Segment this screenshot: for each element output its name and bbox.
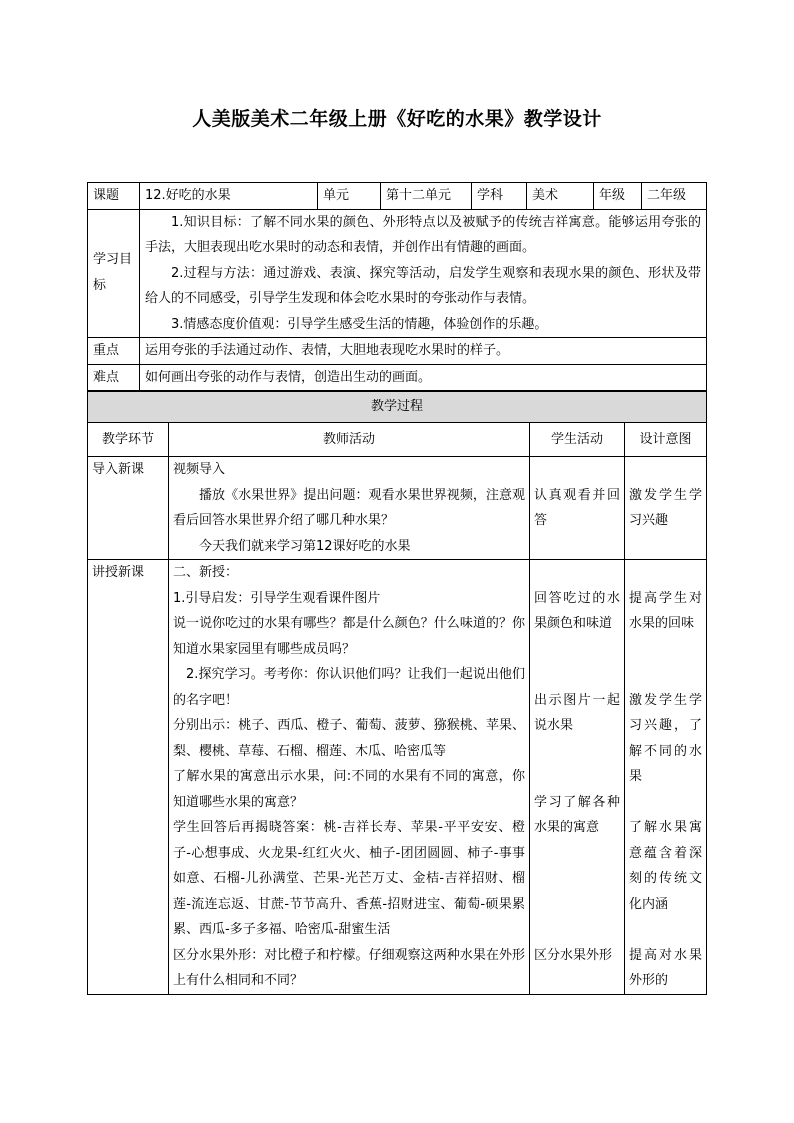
goal-knowledge: 1.知识目标：了解不同水果的颜色、外形特点以及被赋予的传统吉祥寓意。能够运用夸张的手法，大胆表现出吃水果时的动态和表情，并创作出有情趣的画面。	[145, 214, 701, 255]
key-point-value: 运用夸张的手法通过动作、表情，大胆地表现吃水果时的样子。	[140, 338, 707, 365]
intro-student-text: 认真观看并回答	[534, 487, 620, 528]
intro-student	[530, 457, 625, 560]
new-student	[530, 560, 625, 995]
goals-row	[88, 209, 707, 338]
grade-value: 二年级	[642, 183, 707, 210]
intro-teacher-line: 今天我们就来学习第12课好吃的水果	[199, 538, 411, 554]
intro-teacher-line: 视频导入	[173, 462, 226, 477]
new-teacher-line: 2.探究学习。考考你：你认识他们吗？让我们一起说出他们的名字吧！	[173, 667, 525, 708]
new-intent-text: 提高对水果外形的	[629, 947, 703, 988]
goal-process: 2.过程与方法：通过游戏、表演、探究等活动，启发学生观察和表现水果的颜色、形状及带给人的不同感受，引导学生发现和体会吃水果时的夸张动作与表情。	[145, 265, 701, 306]
new-teacher-line: 1.引导启发：引导学生观看课件图片	[173, 590, 381, 606]
unit-value: 第十二单元	[381, 183, 472, 210]
teaching-process-table	[87, 391, 707, 995]
new-intent-text: 激发学生学习兴趣，了解不同的水果	[629, 692, 703, 784]
page-title: 人美版美术二年级上册《好吃的水果》教学设计	[192, 108, 602, 130]
new-student-text: 区分水果外形	[534, 947, 613, 963]
process-header: 教学过程	[88, 392, 707, 423]
new-teacher-line: 了解水果的寓意出示水果，问:不同的水果有不同的寓意，你知道哪些水果的寓意？	[173, 769, 525, 810]
new-lesson-row	[88, 560, 707, 995]
col-intent: 设计意图	[625, 423, 707, 457]
difficulty-row	[88, 364, 707, 391]
col-teacher: 教师活动	[169, 423, 530, 457]
intro-teacher	[169, 457, 530, 560]
lesson-info-table	[87, 182, 707, 391]
intro-intent	[625, 457, 707, 560]
new-teacher-line: 说一说你吃过的水果有哪些？都是什么颜色？什么味道的？你知道水果家园里有哪些成员吗？	[173, 616, 525, 657]
new-teacher-line: 分别出示：桃子、西瓜、橙子、葡萄、菠萝、猕猴桃、苹果、梨、樱桃、草莓、石榴、榴莲、木瓜、哈密瓜等	[173, 718, 525, 759]
goals-content	[140, 209, 707, 338]
grade-label: 年级	[594, 183, 642, 210]
new-student-text: 回答吃过的水果颜色和味道	[534, 590, 620, 631]
intro-row	[88, 457, 707, 560]
topic-value: 12.好吃的水果	[140, 183, 318, 210]
new-student-text: 出示图片一起说水果	[534, 692, 620, 733]
new-intent-text: 了解水果寓意蕴含着深刻的传统文化内涵	[629, 820, 703, 912]
new-intent	[625, 560, 707, 995]
col-student: 学生活动	[530, 423, 625, 457]
subject-value: 美术	[527, 183, 594, 210]
difficulty-label: 难点	[88, 364, 140, 391]
new-teacher	[169, 560, 530, 995]
key-point-label: 重点	[88, 338, 140, 365]
col-stage: 教学环节	[88, 423, 169, 457]
unit-label: 单元	[318, 183, 381, 210]
info-row	[88, 183, 707, 210]
new-teacher-line: 二、新授：	[173, 565, 239, 580]
new-intent-text: 提高学生对水果的回味	[629, 590, 703, 631]
new-teacher-line: 学生回答后再揭晓答案：桃-吉祥长寿、苹果-平平安安、橙子-心想事成、火龙果-红红火火、柚子-团团圆圆、柿子-事事如意、石榴-儿孙满堂、芒果-光芒万丈、金桔-吉祥招财、榴莲-流连忘返、甘蔗-节节高升、香蕉-招财进宝、葡萄-硕果累累、西瓜-多子多福、哈密瓜-甜蜜生活	[173, 820, 525, 937]
intro-stage: 导入新课	[88, 457, 169, 560]
goals-label: 学习目标	[88, 209, 140, 338]
new-teacher-line: 区分水果外形：对比橙子和柠檬。仔细观察这两种水果在外形上有什么相同和不同？	[173, 947, 525, 988]
topic-label: 课题	[88, 183, 140, 210]
difficulty-value: 如何画出夸张的动作与表情，创造出生动的画面。	[140, 364, 707, 391]
new-student-text: 学习了解各种水果的寓意	[534, 794, 620, 835]
goal-emotion: 3.情感态度价值观：引导学生感受生活的情趣，体验创作的乐趣。	[171, 316, 548, 332]
process-header-row	[88, 392, 707, 423]
intro-intent-text: 激发学生学习兴趣	[629, 487, 703, 528]
intro-teacher-line: 播放《水果世界》提出问题：观看水果世界视频，注意观看后回答水果世界介绍了哪几种水果？	[173, 487, 525, 528]
column-header-row	[88, 423, 707, 457]
key-point-row	[88, 338, 707, 365]
subject-label: 学科	[472, 183, 527, 210]
new-stage: 讲授新课	[88, 560, 169, 995]
